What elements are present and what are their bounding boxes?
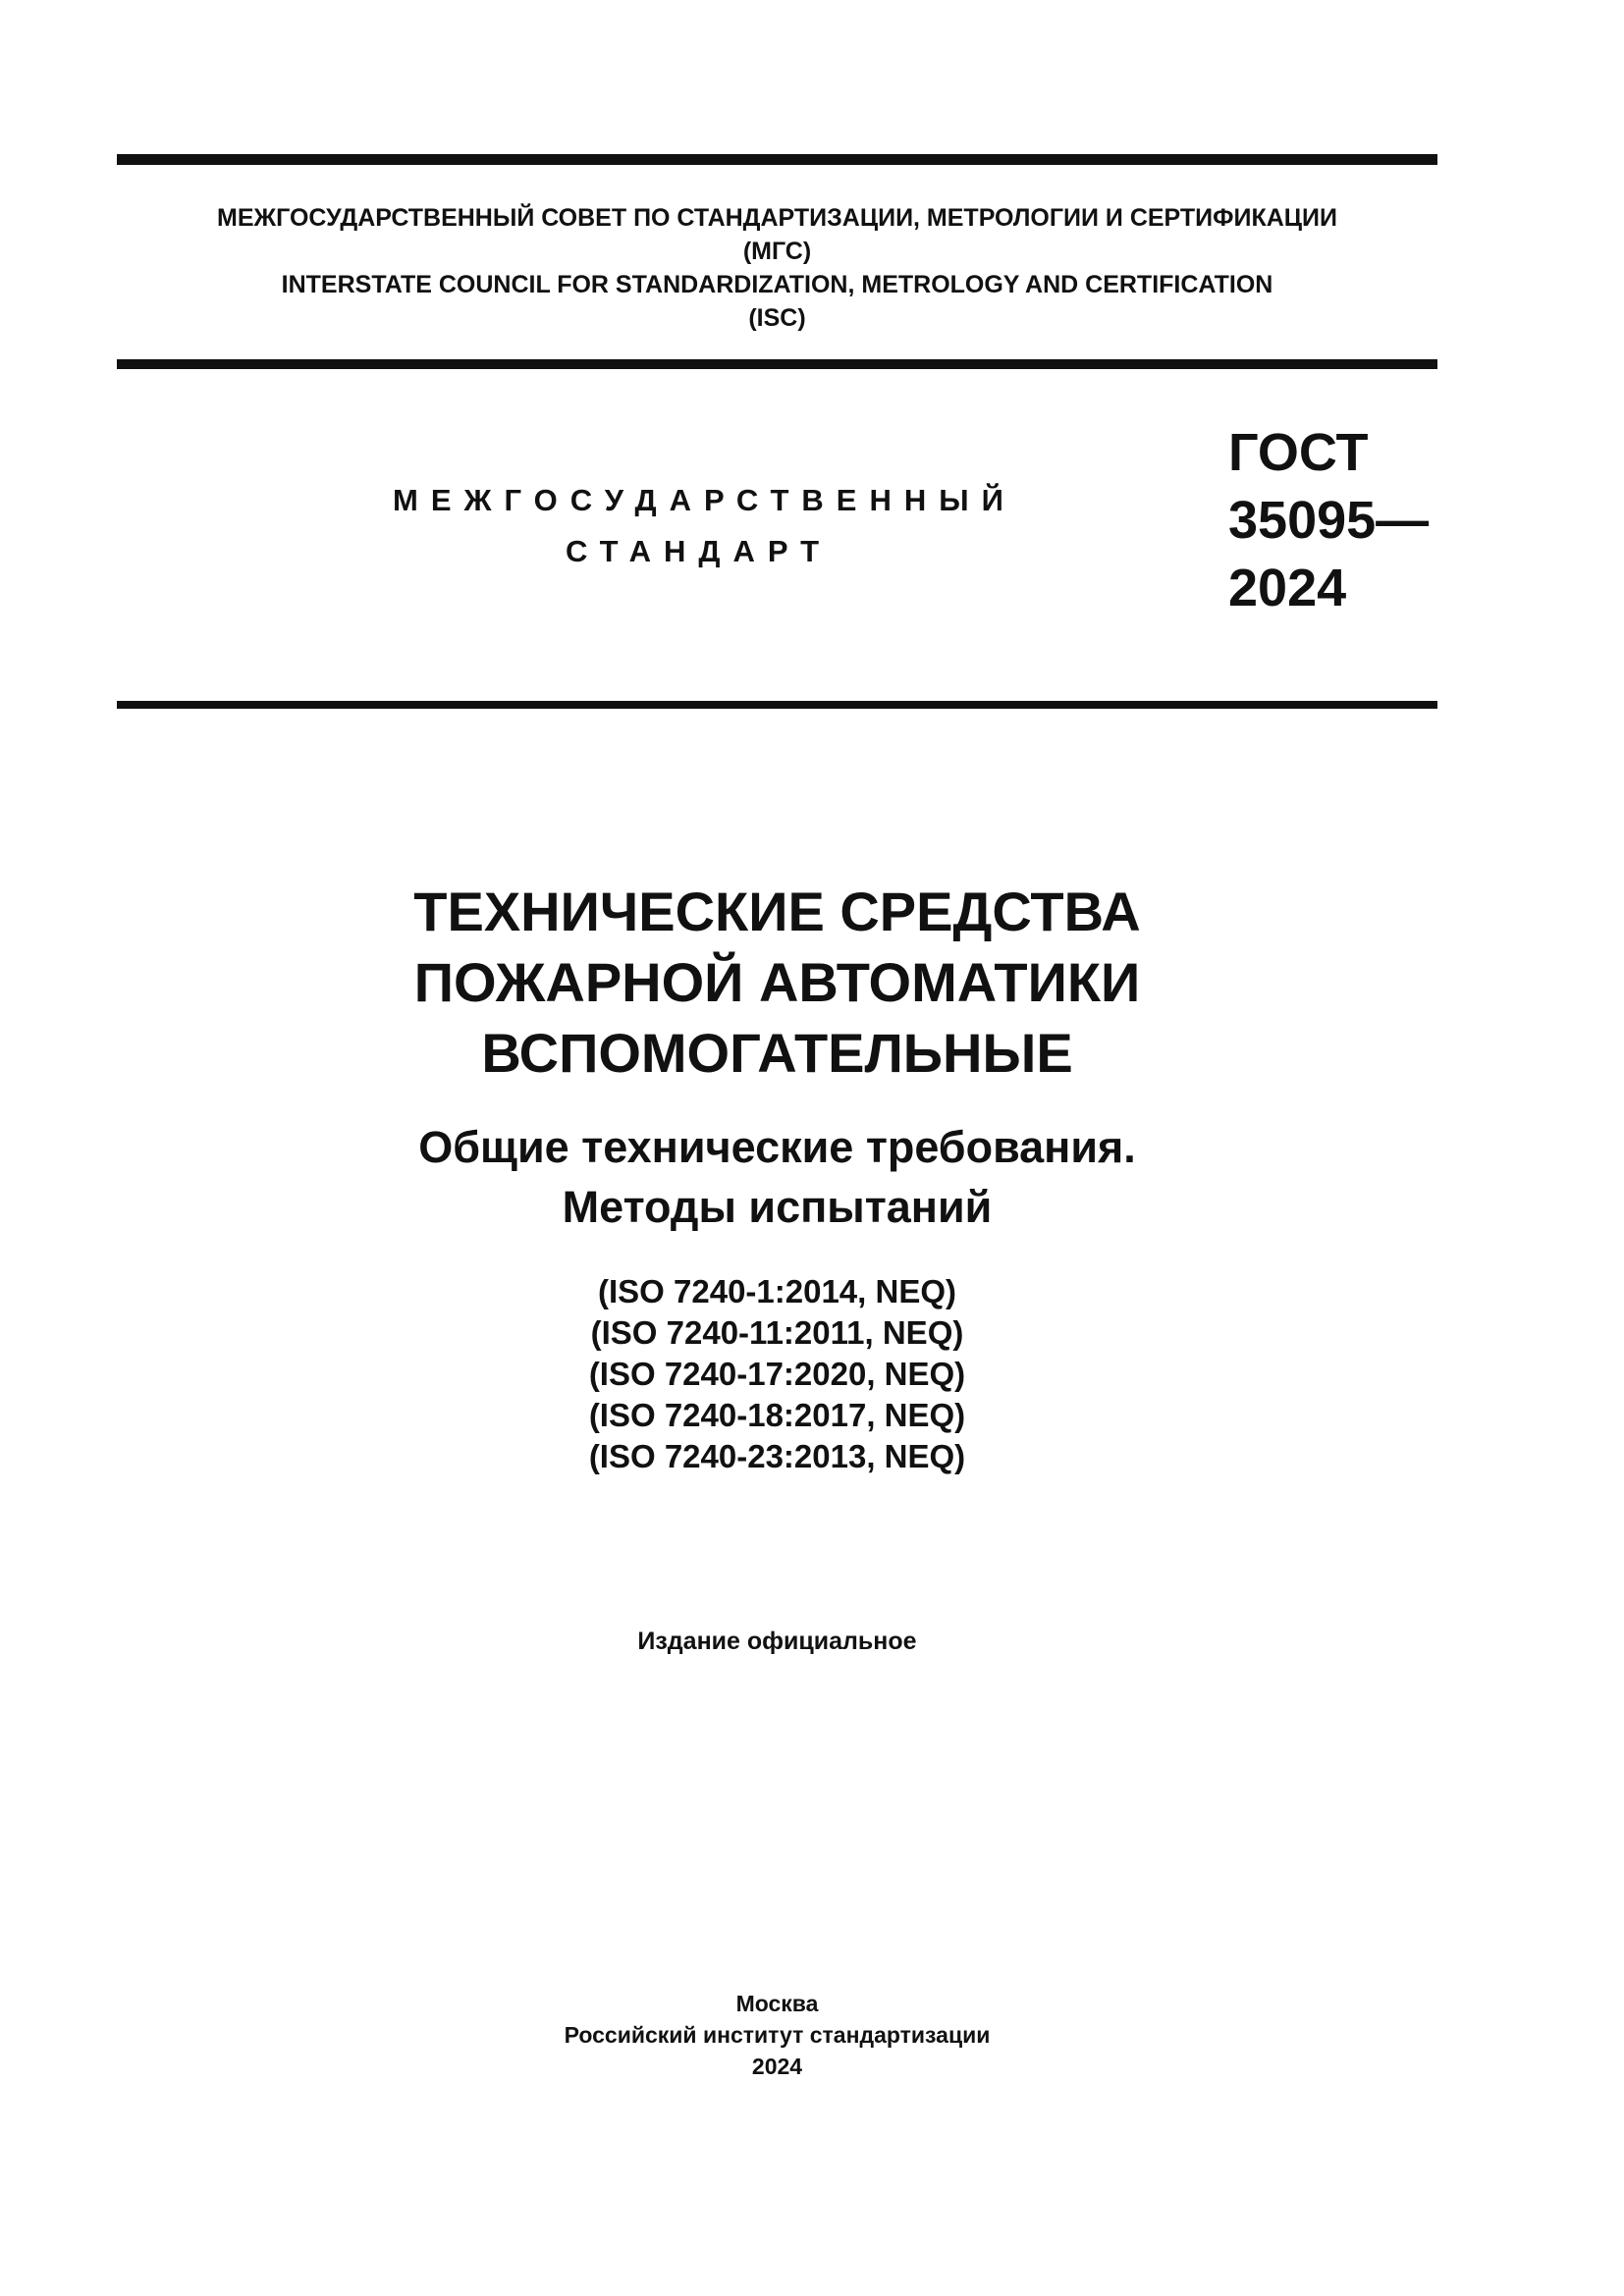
council-abbr-ru: (МГС) xyxy=(742,238,812,265)
title-line3: ВСПОМОГАТЕЛЬНЫЕ xyxy=(481,1022,1073,1084)
subtitle-line2: Методы испытаний xyxy=(562,1182,993,1232)
document-title xyxy=(117,877,1437,1089)
gost-year: 2024 xyxy=(1228,559,1347,617)
middle-rule xyxy=(117,359,1437,369)
gost-designation xyxy=(1228,419,1429,622)
edition-note: Издание официальное xyxy=(637,1628,917,1655)
title-line1: ТЕХНИЧЕСКИЕ СРЕДСТВА xyxy=(413,881,1141,942)
iso-reference: (ISO 7240-18:2017, NEQ) xyxy=(588,1397,966,1433)
iso-reference: (ISO 7240-17:2020, NEQ) xyxy=(588,1356,966,1392)
imprint-city: Москва xyxy=(735,1991,819,2016)
gost-number: 35095— xyxy=(1228,491,1430,550)
standard-type-line2: СТАНДАРТ xyxy=(566,534,833,568)
iso-reference: (ISO 7240-23:2013, NEQ) xyxy=(588,1438,966,1474)
imprint xyxy=(117,1988,1437,2082)
iso-reference: (ISO 7240-11:2011, NEQ) xyxy=(590,1314,964,1351)
title-line2: ПОЖАРНОЙ АВТОМАТИКИ xyxy=(413,951,1141,1013)
top-rule xyxy=(117,154,1437,165)
imprint-publisher: Российский институт стандартизации xyxy=(564,2022,991,2048)
council-name-en: INTERSTATE COUNCIL FOR STANDARDIZATION, METROLOGY AND CERTIFICATION xyxy=(281,271,1273,298)
council-header xyxy=(117,201,1437,335)
gost-label: ГОСТ xyxy=(1228,423,1369,482)
council-name-ru: МЕЖГОСУДАРСТВЕННЫЙ СОВЕТ ПО СТАНДАРТИЗАЦИИ, МЕТРОЛОГИИ И СЕРТИФИКАЦИИ xyxy=(217,204,1337,232)
iso-references xyxy=(117,1271,1437,1477)
document-subtitle xyxy=(117,1117,1437,1237)
council-abbr-en: (ISC) xyxy=(748,304,806,332)
iso-reference: (ISO 7240-1:2014, NEQ) xyxy=(598,1273,956,1309)
standard-type-line1: МЕЖГОСУДАРСТВЕННЫЙ xyxy=(393,483,1016,517)
subtitle-line1: Общие технические требования. xyxy=(418,1122,1136,1172)
lower-rule xyxy=(117,701,1437,709)
imprint-year: 2024 xyxy=(751,2054,803,2079)
